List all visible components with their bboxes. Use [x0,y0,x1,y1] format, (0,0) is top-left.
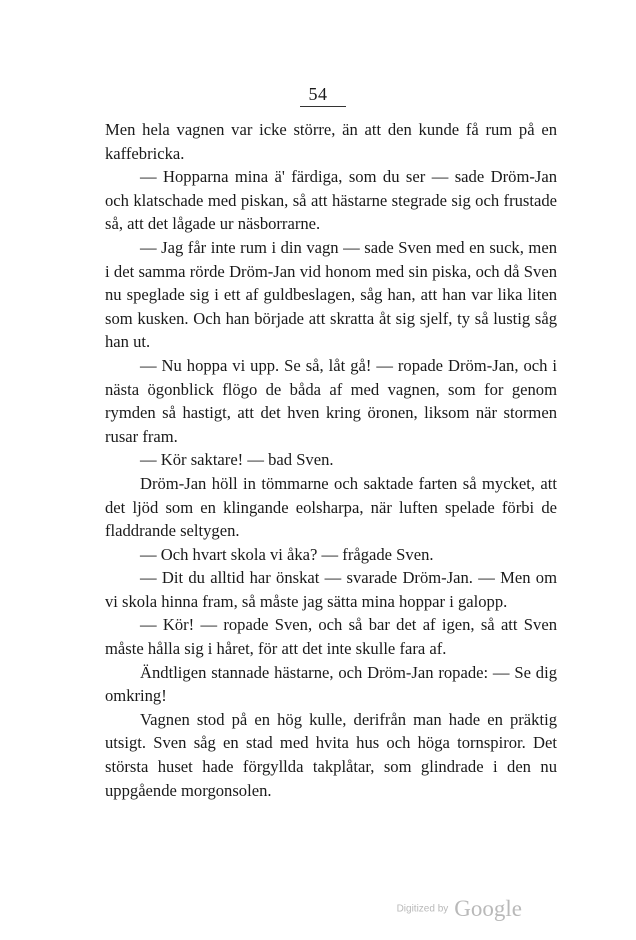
paragraph: — Kör saktare! — bad Sven. [140,450,334,470]
paragraph: — Dit du alltid har önskat — svarade Dröm-Jan. — Men om vi skola hinna fram, så måste jag sätta mina hoppar i galopp. [105,568,557,611]
paragraph: Vagnen stod på en hög kulle, derifrån man hade en präktig utsigt. Sven såg en stad med hvita hus och höga tornspiror. Det största huset hade förgyllda takplåtar, som glindrade i den nu uppgående morgonsolen. [105,709,557,800]
watermark-prefix: Digitized by [396,903,449,915]
body-text [105,118,557,802]
paragraph: — Kör! — ropade Sven, och så bar det af igen, så att Sven måste hålla sig i håret, för att det inte skulle fara af. [105,615,557,659]
digitized-watermark [0,896,522,922]
page-number: 54 [308,84,328,104]
paragraph: — Hopparna mina ä' färdiga, som du ser — sade Dröm-Jan och klatschade med piskan, så att hästarne stegrade sig och frustade så, att det lågade ur näsborrarne. [105,167,557,234]
google-logo: Google [454,896,522,921]
paragraph: Ändtligen stannade hästarne, och Dröm-Jan ropade: — Se dig omkring! [105,662,557,706]
page-number-rule [300,106,346,107]
paragraph: — Nu hoppa vi upp. Se så, låt gå! — ropade Dröm-Jan, och i nästa ögonblick flögo de båda af med vagnen, som for genom rymden så hastigt, att det hven kring öronen, liksom när stormen rusar fram. [105,355,557,446]
paragraph: Men hela vagnen var icke större, än att den kunde få rum på en kaffebricka. [105,120,557,163]
paragraph: Dröm-Jan höll in tömmarne och saktade farten så mycket, att det ljöd som en klingande eolsharpa, när luften spelade förbi de fladdrande seltygen. [105,473,557,541]
paragraph: — Jag får inte rum i din vagn — sade Sven med en suck, men i det samma rörde Dröm-Jan vid honom med sin piska, och då Sven nu speglade sig i ett af guldbeslagen, såg han, att han var lika liten som kusken. Och han började att skratta åt sig sjelf, ty så lustig såg han ut. [105,237,557,352]
paragraph: — Och hvart skola vi åka? — frågade Sven. [140,544,434,564]
